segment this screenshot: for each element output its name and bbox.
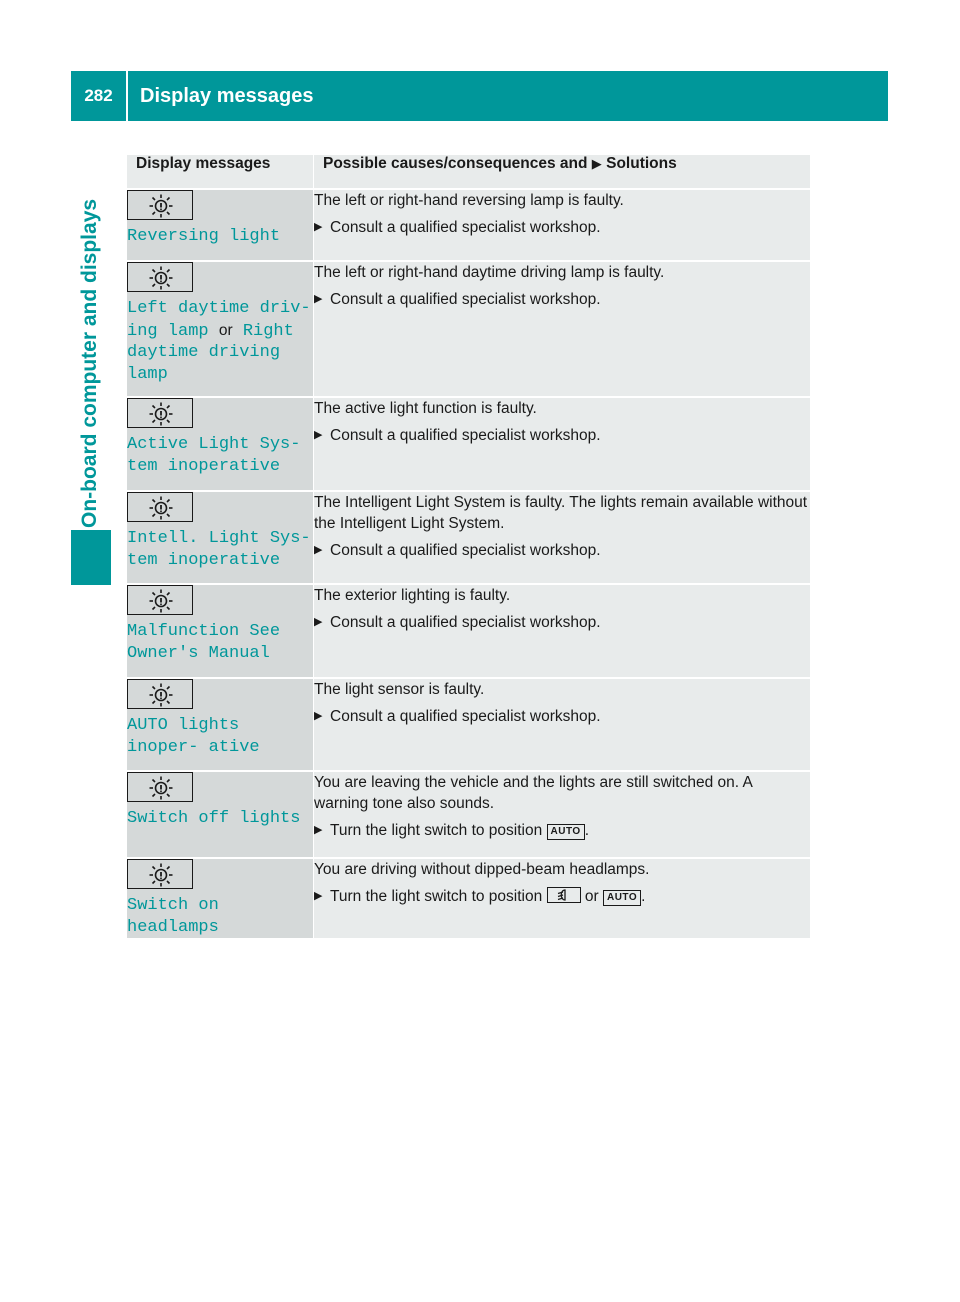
auto-key-icon: AUTO xyxy=(603,890,641,906)
table-row xyxy=(127,770,810,857)
solution-cell xyxy=(314,490,810,583)
play-arrow-icon: ▶ xyxy=(314,890,323,902)
table-row xyxy=(127,857,810,938)
page-title: Display messages xyxy=(140,84,314,107)
action-text: Consult a qualified specialist workshop. xyxy=(330,427,601,444)
table-row xyxy=(127,677,810,770)
header-divider xyxy=(126,71,128,121)
exterior-light-warning-icon xyxy=(127,679,193,709)
display-message: Malfunction See Owner's Manual xyxy=(127,622,281,663)
display-message: Intell. Light Sys‐ tem inoperative xyxy=(127,529,311,570)
action-step xyxy=(314,820,810,841)
table-row xyxy=(127,396,810,490)
display-message-right: Right daytime driving lamp xyxy=(127,321,294,384)
display-message-left: Left daytime driv‐ ing lamp xyxy=(127,299,311,341)
action-step xyxy=(314,612,810,633)
page-number: 282 xyxy=(84,86,113,105)
exterior-light-warning-icon xyxy=(127,190,193,220)
solution-cell xyxy=(314,396,810,490)
or-text: or xyxy=(584,888,599,905)
solution-cell xyxy=(314,260,810,396)
exterior-light-warning-icon xyxy=(127,772,193,802)
action-step xyxy=(314,289,810,310)
exterior-light-warning-icon xyxy=(127,262,193,292)
exterior-light-warning-icon xyxy=(127,492,193,522)
table-row xyxy=(127,490,810,583)
message-cell xyxy=(127,857,314,938)
display-message: Switch on headlamps xyxy=(127,896,219,937)
action-end: . xyxy=(584,822,590,839)
action-step xyxy=(314,425,810,446)
solution-cell xyxy=(314,857,810,938)
action-step xyxy=(314,217,810,238)
table-header-row xyxy=(127,155,810,188)
col-header-solutions-label: Solutions xyxy=(606,155,677,172)
cause-text: The left or right-hand daytime driving lamp is faulty. xyxy=(314,264,665,281)
solution-cell xyxy=(314,188,810,260)
section-side-tab: On-board computer and displays xyxy=(78,198,101,528)
play-arrow-icon: ▶ xyxy=(314,710,323,722)
action-text: Consult a qualified specialist workshop. xyxy=(330,614,601,631)
cause-text: The light sensor is faulty. xyxy=(314,681,485,698)
action-text: Consult a qualified specialist workshop. xyxy=(330,219,601,236)
play-arrow-icon: ▶ xyxy=(314,293,323,305)
play-arrow-icon: ▶ xyxy=(314,429,323,441)
display-message: Active Light Sys‐ tem inoperative xyxy=(127,435,301,476)
message-cell xyxy=(127,770,314,857)
dipped-beam-icon xyxy=(547,887,581,903)
col-header-causes-solutions xyxy=(314,155,810,188)
action-text: Turn the light switch to position xyxy=(330,888,543,905)
cause-text: The active light function is faulty. xyxy=(314,400,537,417)
play-arrow-icon: ▶ xyxy=(314,221,323,233)
action-step xyxy=(314,540,810,561)
action-text: Consult a qualified specialist workshop. xyxy=(330,291,601,308)
action-end: . xyxy=(641,888,646,905)
message-cell xyxy=(127,677,314,770)
exterior-light-warning-icon xyxy=(127,398,193,428)
message-cell xyxy=(127,188,314,260)
display-message: AUTO lights inoper‐ ative xyxy=(127,716,260,757)
col-header-causes-label: Possible causes/consequences and xyxy=(323,155,588,172)
table-row xyxy=(127,260,810,396)
message-cell xyxy=(127,490,314,583)
message-cell xyxy=(127,260,314,396)
display-message xyxy=(127,298,313,385)
table-row xyxy=(127,188,810,260)
action-text: Consult a qualified specialist workshop. xyxy=(330,542,601,559)
solution-cell xyxy=(314,677,810,770)
exterior-light-warning-icon xyxy=(127,585,193,615)
cause-text: The left or right-hand reversing lamp is faulty. xyxy=(314,192,624,209)
cause-text: You are leaving the vehicle and the lights are still switched on. A warning tone also sounds. xyxy=(314,774,753,812)
play-arrow-icon: ▶ xyxy=(591,156,602,171)
message-cell xyxy=(127,583,314,677)
action-text: Consult a qualified specialist workshop. xyxy=(330,708,601,725)
play-arrow-icon: ▶ xyxy=(314,616,323,628)
solution-cell xyxy=(314,770,810,857)
auto-key-icon: AUTO xyxy=(547,824,585,840)
display-message: Reversing light xyxy=(127,227,281,246)
action-text: Turn the light switch to position xyxy=(330,822,543,839)
play-arrow-icon: ▶ xyxy=(314,544,323,556)
or-text: or xyxy=(218,321,233,339)
section-marker-block xyxy=(71,530,111,585)
display-messages-table xyxy=(127,155,810,938)
action-step xyxy=(314,886,810,907)
cause-text: You are driving without dipped-beam headlamps. xyxy=(314,861,650,878)
cause-text: The Intelligent Light System is faulty. The lights remain available without the Intelligent Light System. xyxy=(314,494,808,532)
col-header-display-messages: Display messages xyxy=(127,155,314,188)
display-message: Switch off lights xyxy=(127,809,301,828)
solution-cell xyxy=(314,583,810,677)
table-row xyxy=(127,583,810,677)
exterior-light-warning-icon xyxy=(127,859,193,889)
action-step xyxy=(314,706,810,727)
message-cell xyxy=(127,396,314,490)
play-arrow-icon: ▶ xyxy=(314,824,323,836)
cause-text: The exterior lighting is faulty. xyxy=(314,587,511,604)
